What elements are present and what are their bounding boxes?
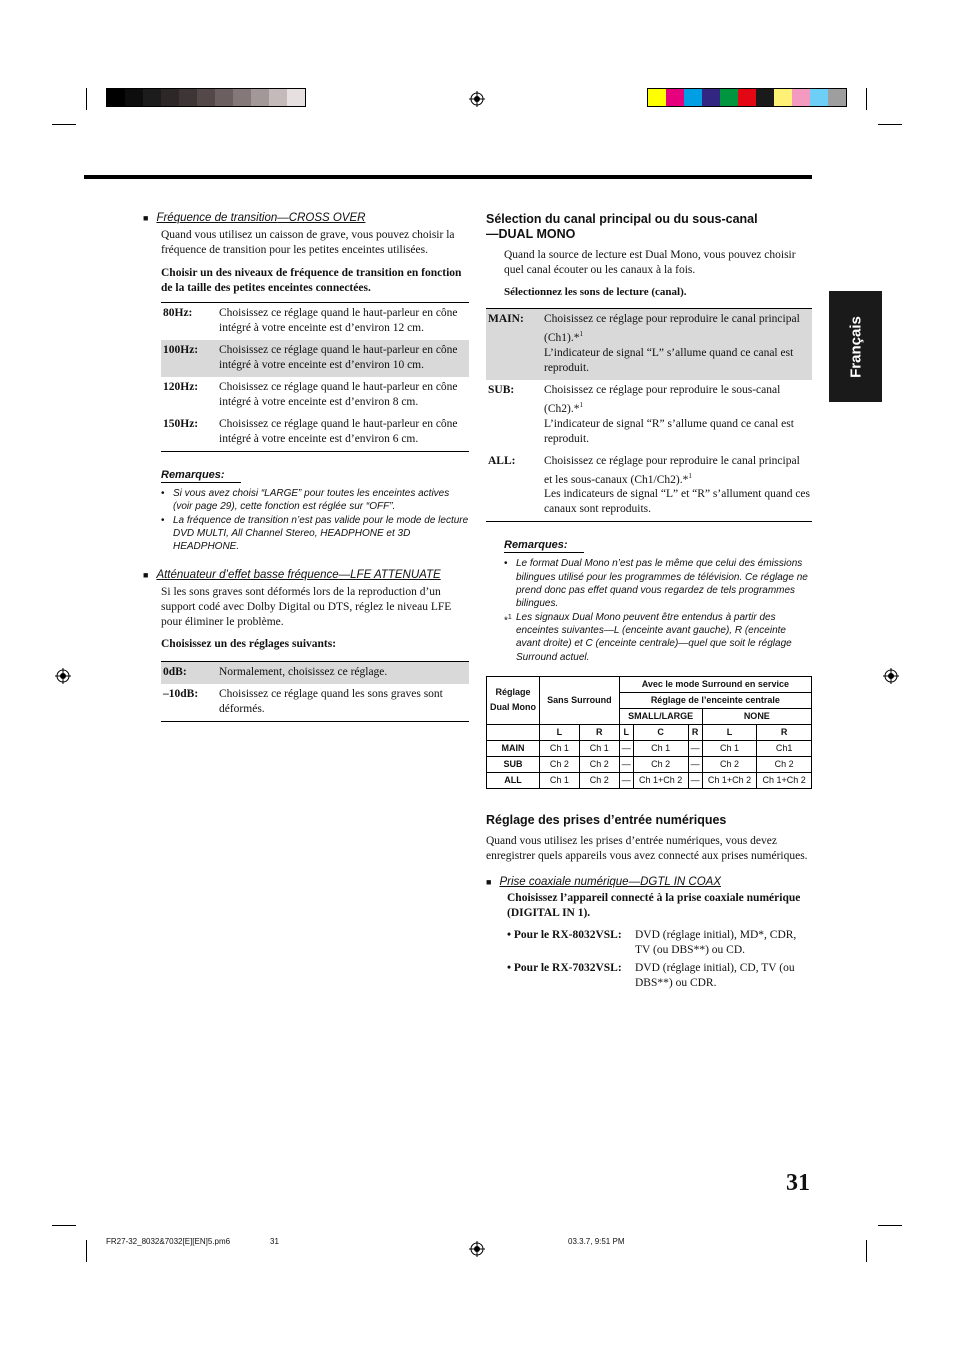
column-header: L (702, 724, 757, 740)
crossover-instruction: Choisir un des niveaux de fréquence de transition en fonction de la taille des petites enceintes connectées. (161, 267, 462, 294)
footer-file: FR27-32_8032&7032[E][EN]5.pm6 (106, 1237, 231, 1246)
model-label: • Pour le RX-7032VSL: (507, 961, 622, 974)
option-row (161, 684, 469, 722)
option-key: 120Hz: (163, 381, 199, 393)
option-text (542, 380, 812, 451)
option-line: Choisissez ce réglage pour reproduire le sous-canal (Ch2).* (544, 383, 781, 415)
color-swatch (702, 89, 720, 106)
grayscale-bar (106, 88, 306, 107)
crop-mark (52, 1225, 76, 1226)
footnote-ref: 1 (579, 400, 583, 409)
footer-page: 31 (270, 1237, 279, 1246)
crossover-intro: Quand vous utilisez un caisson de grave, vous pouvez choisir la fréquence de transition pour les petites enceintes utilisées. (161, 229, 455, 256)
color-swatch (233, 89, 251, 106)
registration-mark-icon (469, 91, 485, 107)
table-cell: Ch 2 (579, 772, 619, 788)
left-column (143, 212, 469, 722)
option-line: Les indicateurs de signal “L” et “R” s’allument quand ces canaux sont reproduits. (544, 488, 810, 516)
option-text: Choisissez ce réglage quand le haut-parleur en cône intégré à votre enceinte est d’environ 12 cm. (219, 307, 458, 334)
coax-instruction: Choisissez l’appareil connecté à la prise coaxiale numérique (DIGITAL IN 1). (507, 891, 801, 919)
color-swatch (684, 89, 702, 106)
color-swatch (107, 89, 125, 106)
registration-mark-icon (55, 668, 71, 684)
dual-mono-output-table (486, 676, 812, 789)
registration-mark-icon (469, 1241, 485, 1257)
remark-item: • Le format Dual Mono n’est pas le même que celui des émissions bilingues utilisé pour les programmes de télévision. Ce réglage ne prend donc pas effet quand vous regardez de tels programmes bilingues. (504, 558, 808, 610)
model-label: • Pour le RX-8032VSL: (507, 928, 622, 941)
option-key: MAIN: (486, 309, 542, 380)
option-key: ALL: (488, 454, 516, 467)
table-cell: Ch 1 (702, 740, 757, 756)
remark-item (161, 514, 469, 554)
row-header: SUB (487, 756, 540, 772)
color-swatch (179, 89, 197, 106)
footnote-ref: 1 (579, 330, 583, 338)
model-text: DVD (réglage initial), CD, TV (ou DBS**) ou CDR. (635, 961, 795, 989)
lfe-table (161, 661, 469, 722)
color-swatch (125, 89, 143, 106)
table-cell: — (688, 756, 702, 772)
option-text: Choisissez ce réglage quand les sons graves sont déformés. (219, 688, 443, 716)
option-key: SUB: (488, 383, 515, 396)
table-cell: Ch 2 (633, 756, 688, 772)
crop-mark (52, 124, 76, 125)
table-cell: — (619, 740, 633, 756)
color-swatch (143, 89, 161, 106)
table-cell: Ch 1+Ch 2 (633, 772, 688, 788)
header-small-large: SMALL/LARGE (619, 708, 702, 724)
table-cell: Ch 1 (579, 740, 619, 756)
lfe-instruction: Choisissez un des réglages suivants: (161, 638, 337, 651)
option-row (486, 309, 812, 380)
dual-mono-intro: Quand la source de lecture est Dual Mono, vous pouvez choisir quel canal écouter ou les canaux à la fois. (504, 249, 796, 276)
model-row (507, 961, 812, 991)
table-row (487, 740, 812, 756)
remark-text: Si vous avez choisi “LARGE” pour toutes les enceintes actives (voir page 29), cette fonction est réglée sur “OFF”. (173, 488, 450, 513)
color-swatch (756, 89, 774, 106)
column-header: L (619, 724, 633, 740)
column-header: R (688, 724, 702, 740)
color-swatch (720, 89, 738, 106)
option-line: L’indicateur de signal “R” s’allume quand ce canal est reproduit. (544, 417, 794, 445)
table-row (487, 756, 812, 772)
option-row (161, 303, 469, 341)
table-row (487, 772, 812, 788)
option-text (542, 309, 812, 380)
column-header: R (579, 724, 619, 740)
header-center: Réglage de l’enceinte centrale (619, 692, 811, 708)
header-surround: Avec le mode Surround en service (619, 676, 811, 692)
color-swatch (648, 89, 666, 106)
crossover-table (161, 302, 469, 452)
color-swatch (774, 89, 792, 106)
table-cell: Ch 2 (540, 756, 580, 772)
option-line: Choisissez ce réglage pour reproduire le canal principal et les sous-canaux (Ch1/Ch2).* (544, 454, 800, 486)
bullet: • (161, 488, 165, 499)
option-text: Normalement, choisissez ce réglage. (217, 662, 469, 685)
dual-mono-instruction: Sélectionnez les sons de lecture (canal). (504, 286, 687, 298)
color-swatch (215, 89, 233, 106)
option-line: L’indicateur de signal “L” s’allume quand ce canal est reproduit. (544, 346, 794, 374)
option-line: Choisissez ce réglage pour reproduire le canal principal (Ch1).* (544, 313, 800, 344)
option-row (161, 662, 469, 685)
option-row (486, 380, 812, 451)
option-text: Choisissez ce réglage quand le haut-parleur en cône intégré à votre enceinte est d’environ 8 cm. (219, 381, 458, 408)
coax-heading: ■ Prise coaxiale numérique—DGTL IN COAX (486, 875, 722, 888)
header-no-surround: Sans Surround (540, 676, 620, 724)
crossover-heading: ■ Fréquence de transition—CROSS OVER (143, 212, 366, 224)
color-swatch (161, 89, 179, 106)
table-cell: — (688, 772, 702, 788)
registration-mark-icon (883, 668, 899, 684)
language-tab: Français (829, 291, 882, 402)
header-none: NONE (702, 708, 811, 724)
crop-mark (866, 1240, 867, 1262)
top-rule (84, 175, 812, 179)
remarks-list (504, 557, 812, 663)
column-header: L (540, 724, 580, 740)
option-text: Choisissez ce réglage quand le haut-parleur en cône intégré à votre enceinte est d’environ 6 cm. (219, 418, 458, 445)
remarks-title: Remarques: (504, 539, 584, 553)
table-cell: Ch 1+Ch 2 (757, 772, 812, 788)
blank-cell (487, 724, 540, 740)
option-text: Choisissez ce réglage quand le haut-parleur en cône intégré à votre enceinte est d’environ 10 cm. (217, 340, 469, 377)
remark-item (161, 487, 469, 514)
digital-intro: Quand vous utilisez les prises d’entrée numériques, vous devez enregistrer quels appareils vous avez connecté aux prises numériques. (486, 834, 808, 862)
digital-heading: Réglage des prises d’entrée numériques (486, 812, 727, 827)
remarks-list (161, 487, 469, 553)
color-swatch (828, 89, 846, 106)
row-header: ALL (487, 772, 540, 788)
page-number: 31 (786, 1170, 810, 1196)
table-cell: Ch 2 (702, 756, 757, 772)
option-row (161, 340, 469, 377)
color-swatch (666, 89, 684, 106)
lfe-heading: ■ Atténuateur d’effet basse fréquence—LFE ATTENUATE (143, 569, 441, 582)
option-row (161, 377, 469, 414)
crop-mark (86, 88, 87, 110)
column-header: C (633, 724, 688, 740)
right-column (486, 212, 812, 994)
table-cell: — (619, 772, 633, 788)
option-row (161, 414, 469, 452)
option-key: 150Hz: (163, 418, 199, 430)
color-swatch (738, 89, 756, 106)
option-text (542, 451, 812, 522)
color-swatch (197, 89, 215, 106)
model-text: DVD (réglage initial), MD*, CDR, TV (ou DBS**) ou CD. (635, 928, 797, 956)
option-key: –10dB: (163, 688, 199, 701)
crop-mark (866, 88, 867, 110)
option-row (486, 451, 812, 522)
footnote-ref: 1 (688, 471, 692, 480)
row-header: MAIN (487, 740, 540, 756)
lfe-intro: Si les sons graves sont déformés lors de la reproduction d’un support codé avec Dolby Digital ou DTS, réglez le niveau LFE pour éliminer le problème. (161, 586, 452, 629)
table-cell: — (688, 740, 702, 756)
option-key: 80Hz: (163, 307, 193, 319)
table-cell: Ch 1+Ch 2 (702, 772, 757, 788)
dual-mono-heading: Sélection du canal principal ou du sous-canal —DUAL MONO (486, 212, 758, 241)
table-cell: Ch 2 (757, 756, 812, 772)
color-swatch (287, 89, 305, 106)
color-swatch (810, 89, 828, 106)
color-bar (647, 88, 847, 107)
option-key: 100Hz: (161, 340, 217, 377)
crop-mark (878, 124, 902, 125)
table-cell: — (619, 756, 633, 772)
column-header: R (757, 724, 812, 740)
remarks-title: Remarques: (161, 469, 241, 483)
bullet: • (161, 514, 165, 526)
table-cell: Ch 1 (633, 740, 688, 756)
table-cell: Ch1 (757, 740, 812, 756)
dual-mono-table (486, 308, 812, 522)
table-cell: Ch 1 (540, 772, 580, 788)
footer-date: 03.3.7, 9:51 PM (568, 1237, 625, 1246)
crop-mark (878, 1225, 902, 1226)
model-name: Pour le RX-7032VSL: (513, 961, 622, 974)
remark-item: *$^1$ Les signaux Dual Mono peuvent être entendus à partir des enceintes suivantes—L (enceinte avant gauche), R (enceinte avant droite) et C (enceinte centrale)—quel que soit le réglage Surround actuel. (504, 611, 792, 663)
option-key: 0dB: (161, 662, 217, 685)
model-name: Pour le RX-8032VSL: (513, 928, 622, 941)
color-swatch (269, 89, 287, 106)
model-row (507, 928, 812, 958)
table-cell: Ch 1 (540, 740, 580, 756)
remark-text: La fréquence de transition n’est pas valide pour le mode de lecture DVD MULTI, All Channel Stereo, HEADPHONE et 3D HEADPHONE. (173, 514, 469, 553)
table-cell: Ch 2 (579, 756, 619, 772)
crop-mark (86, 1240, 87, 1262)
header-setting: Réglage Dual Mono (487, 676, 540, 724)
color-swatch (251, 89, 269, 106)
color-swatch (792, 89, 810, 106)
